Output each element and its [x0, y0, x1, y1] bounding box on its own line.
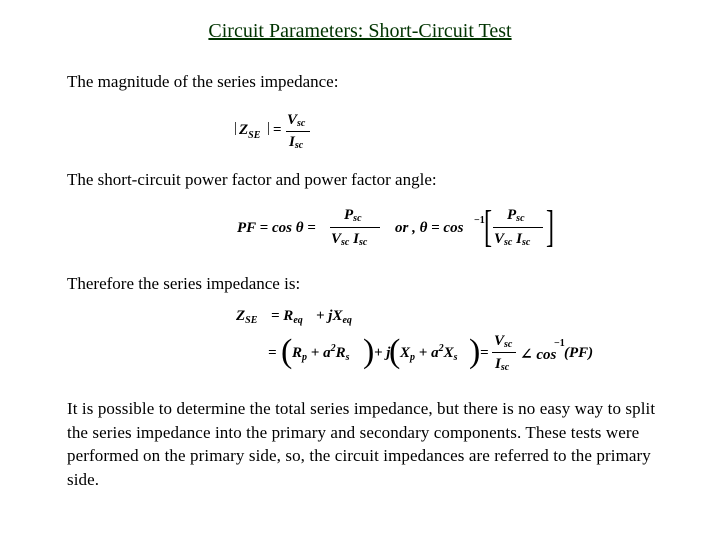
conclusion-paragraph: It is possible to determine the total series impedance, but there is no easy way to split the series impedance into the primary and secondary components. These tests were performed on the primary side, so, the circuit impedances are referred to the primary side.: [67, 399, 656, 489]
series-impedance-equation: $Z_{SE}$ = $R_{eq}$ + $jX_{eq}$ = ( $R_p + a^2R_s$ ) + j ( $X_p + a^2X_s$ ) = Vsc Isc ∠ cos −1 (PF): [236, 308, 594, 373]
impedance-intro-text: The magnitude of the series impedance:: [67, 72, 339, 91]
power-factor-equation: PF = cos θ = Psc Vsc Isc or , θ = cos −1 [ Psc Vsc Isc ]: [237, 202, 555, 251]
z-symbol: $Z_{SE}$: [239, 122, 261, 141]
power-factor-intro-text: The short-circuit power factor and power factor angle:: [67, 170, 437, 189]
series-impedance-intro-text: Therefore the series impedance is:: [67, 274, 301, 293]
impedance-magnitude-equation: | $Z_{SE}$ | = Vsc Isc: [232, 110, 322, 156]
slide-title: Circuit Parameters: Short-Circuit Test: [208, 20, 512, 42]
